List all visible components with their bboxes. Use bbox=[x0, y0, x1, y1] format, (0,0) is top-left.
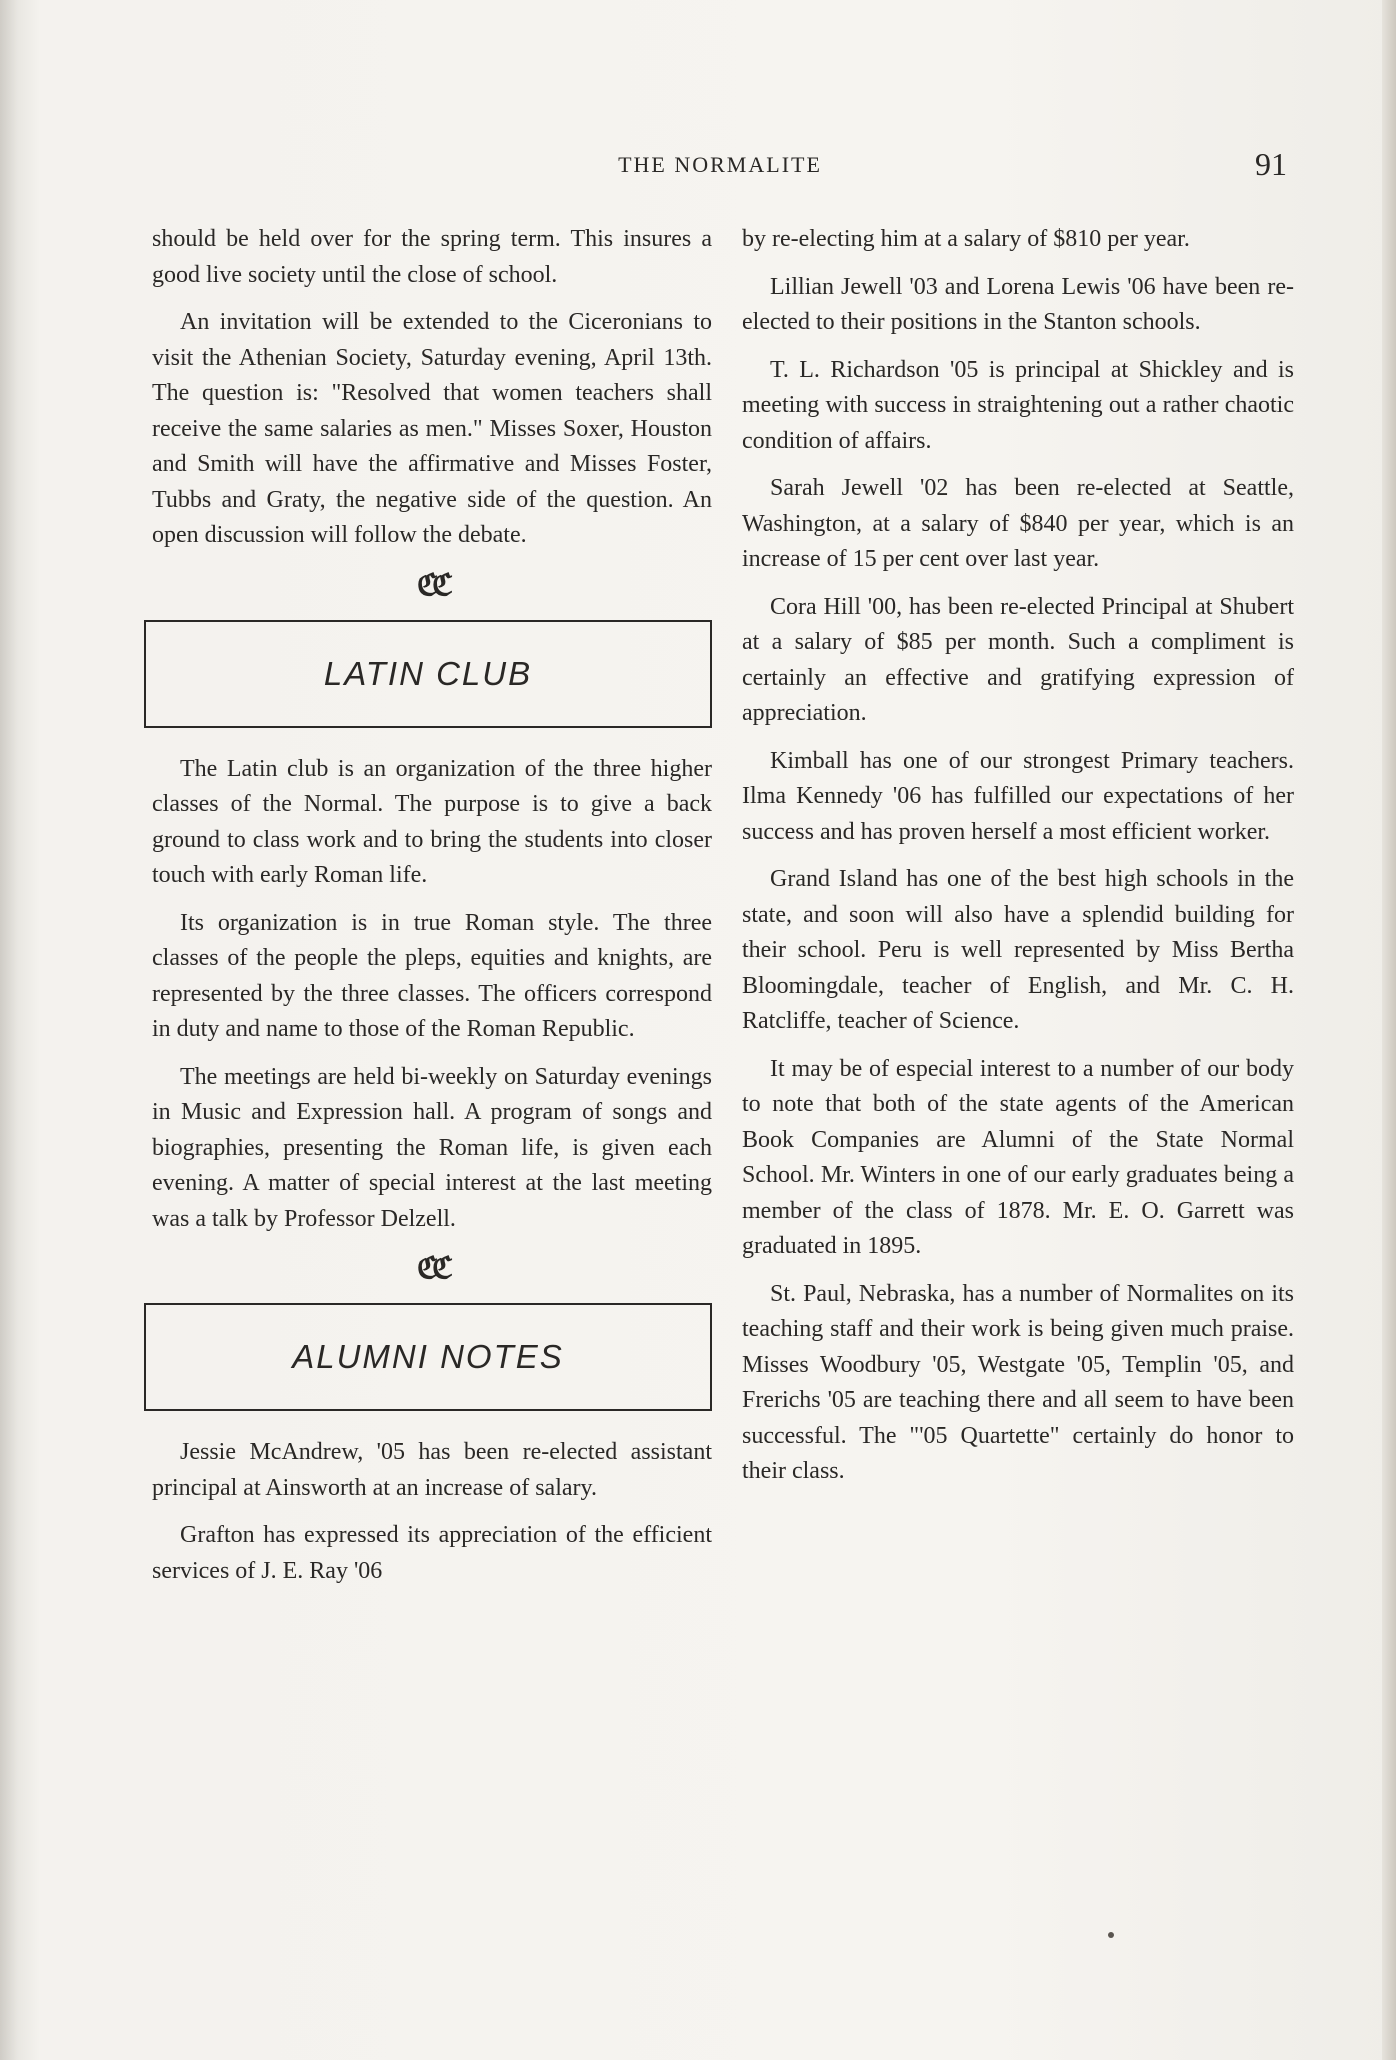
section-ornament: ℭℭ bbox=[416, 1251, 448, 1286]
paragraph: Its organization is in true Roman style. The three classes of the people the pleps, equities and knights, are represented by the three classes. The officers correspond in duty and name to those of the Roman Republic. bbox=[152, 909, 712, 1042]
paragraph: by re-electing him at a salary of $810 per year. bbox=[742, 226, 1190, 252]
running-header bbox=[0, 146, 1396, 182]
paragraph: Grand Island has one of the best high schools in the state, and soon will also have a splendid building for their school. Peru is well represented by Miss Bertha Bloomingdale, teacher of English, and Mr. C. H. Ratcliffe, teacher of Science. bbox=[742, 866, 1294, 1034]
paragraph: T. L. Richardson '05 is principal at Shickley and is meeting with success in straightening out a rather chaotic condition of affairs. bbox=[742, 356, 1294, 454]
paragraph: Lillian Jewell '03 and Lorena Lewis '06 have been re-elected to their positions in the Stanton schools. bbox=[742, 273, 1294, 335]
paragraph: Sarah Jewell '02 has been re-elected at Seattle, Washington, at a salary of $840 per year, which is an increase of 15 per cent over last year. bbox=[742, 475, 1294, 572]
page-number: 91 bbox=[1255, 146, 1287, 182]
paragraph: Kimball has one of our strongest Primary teachers. Ilma Kennedy '06 has fulfilled our expectations of her success and has proven herself a most efficient worker. bbox=[742, 747, 1294, 845]
section-heading: LATIN CLUB bbox=[323, 654, 533, 692]
left-column bbox=[152, 222, 712, 1601]
paragraph: St. Paul, Nebraska, has a number of Normalites on its teaching staff and their work is being given much praise. Misses Woodbury '05, Westgate '05, Templin '05, and Frerichs '05 are teaching there and all seem to have been successful. The "'05 Quartette" certainly do honor to their class. bbox=[742, 1280, 1294, 1484]
latin-club-heading-box bbox=[144, 620, 712, 728]
paragraph: should be held over for the spring term. This insures a good live society until the close of school. bbox=[152, 226, 712, 288]
section-heading: ALUMNI NOTES bbox=[292, 1338, 564, 1376]
paragraph: The meetings are held bi-weekly on Saturday evenings in Music and Expression hall. A program of songs and biographies, presenting the Roman life, is given each evening. A matter of special interest at the last meeting was a talk by Professor Delzell. bbox=[152, 1063, 712, 1232]
paragraph: An invitation will be extended to the Ciceronians to visit the Athenian Society, Saturday evening, April 13th. The question is: "Resolved that women teachers shall receive the same salaries as men." Misses Soxer, Houston and Smith will have the affirmative and Misses Foster, Tubbs and Graty, the negative side of the question. An open discussion will follow the debate. bbox=[152, 309, 712, 548]
page-edge-shadow bbox=[1382, 0, 1396, 2060]
paragraph: Grafton has expressed its appreciation of the efficient services of J. E. Ray '06 bbox=[152, 1522, 712, 1584]
paragraph: Cora Hill '00, has been re-elected Principal at Shubert at a salary of $85 per month. Such a compliment is certainly an effective and gratifying expression of appreciation. bbox=[742, 593, 1294, 726]
running-title: THE NORMALITE bbox=[618, 152, 822, 177]
alumni-notes-heading-box bbox=[144, 1303, 712, 1411]
paragraph: The Latin club is an organization of the three higher classes of the Normal. The purpose is to give a back ground to class work and to bring the students into closer touch with early Roman life. bbox=[152, 755, 712, 888]
paragraph: It may be of especial interest to a number of our body to note that both of the state agents of the American Book Companies are Alumni of the State Normal School. Mr. Winters in one of our early graduates being a member of the class of 1878. Mr. E. O. Garrett was graduated in 1895. bbox=[742, 1055, 1294, 1259]
right-column bbox=[742, 222, 1294, 1502]
ink-speck bbox=[1108, 1932, 1114, 1938]
paragraph: Jessie McAndrew, '05 has been re-elected assistant principal at Ainsworth at an increase of salary. bbox=[152, 1439, 712, 1501]
section-ornament: ℭℭ bbox=[416, 567, 448, 603]
